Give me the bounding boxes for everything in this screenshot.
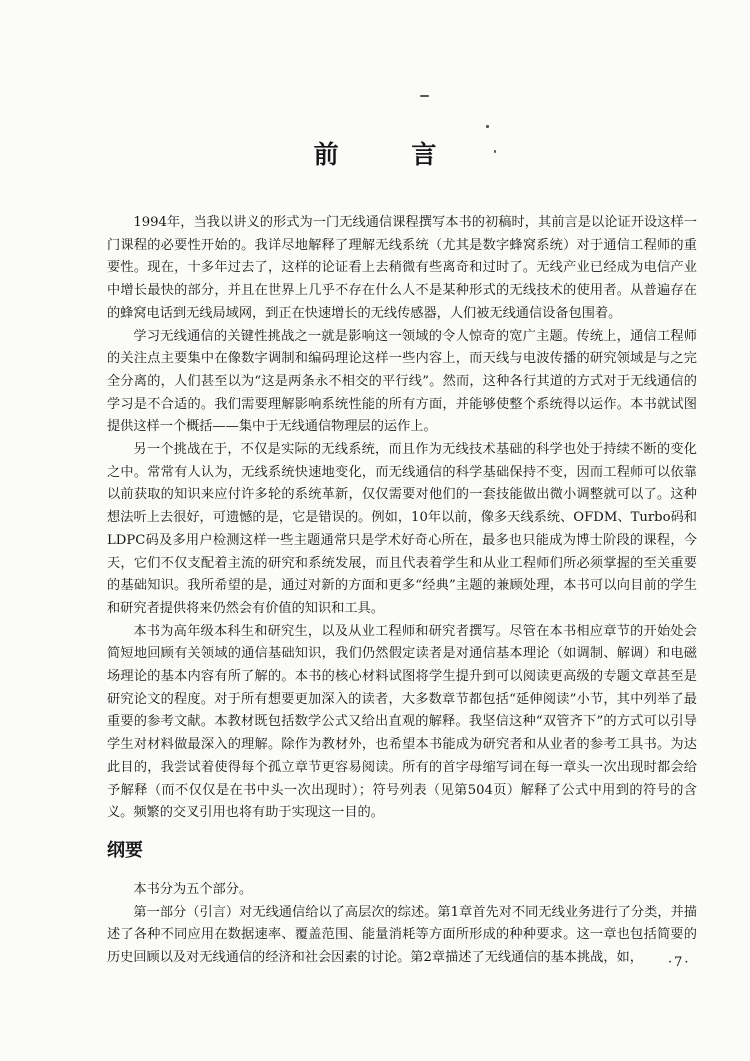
page-title: 前 言: [313, 140, 469, 169]
paragraph: 本书分为五个部分。: [133, 881, 253, 897]
paragraph: 第一部分（引言）对无线通信给以了高层次的综述。第1章首先对不同无线业务进行了分类，并描述了各种不同应用在数据速率、覆盖范围、能量消耗等方面所形成的种种要求。这一章也包括简要的历史回顾以及对无线通信的经济和社会因素的讨论。第2章描述了无线通信的基本挑战，如，: [107, 904, 697, 966]
paragraph: 1994年，当我以讲义的形式为一门无线通信课程撰写本书的初稿时，其前言是以论证开设这样一门课程的必要性开始的。我详尽地解释了理解无线系统（尤其是数字蜂窝系统）对于通信工程师的重要性。现在，十多年过去了，这样的论证看上去稍微有些离奇和过时了。无线产业已经成为电信产业中增长最快的部分，并且在世界上几乎不存在什么人不是某种形式的无线技术的使用者。从普遍存在的蜂窝电话到无线局域网，到正在快速增长的无线传感器，人们被无线通信设备包围着。: [107, 215, 697, 321]
paragraph: 本书为高年级本科生和研究生，以及从业工程师和研究者撰写。尽管在本书相应章节的开始处会简短地回顾有关领域的通信基础知识，我们仍然假定读者是对通信基本理论（如调制、解调）和电磁场理论的基本内容有所了解的。本书的核心材料试图将学生提升到可以阅读更高级的专题文章甚至是研究论文的程度。对于所有想要更加深入的读者，大多数章节都包括“延伸阅读”小节，其中列举了最重要的参考文献。本教材既包括数学公式又给出直观的解释。我坚信这种“双管齐下”的方式可以引导学生对材料做最深入的理解。除作为教材外，也希望本书能成为研究者和从业者的参考工具书。为达此目的，我尝试着使得每个孤立章节更容易阅读。所有的首字母缩写词在每一章头一次出现时都会给予解释（而不仅仅是在书中头一次出现时）；符号列表（见第504页）解释了公式中用到的符号的含义。频繁的交叉引用也将有助于实现这一目的。: [107, 623, 697, 821]
page-number: ·7·: [668, 955, 691, 970]
paragraph: 另一个挑战在于，不仅是实际的无线系统，而且作为无线技术基础的科学也处于持续不断的变化之中。常常有人认为，无线系统快速地变化，而无线通信的科学基础保持不变，因而工程师可以依靠以前获取的知识来应付许多轮的系统革新，仅仅需要对他们的一套技能做出微小调整就可以了。这种想法听上去很好，可遗憾的是，它是错误的。例如，10年以前，像多天线系统、OFDM、Turbo码和LDPC码及多用户检测这样一些主题通常只是学术好奇心所在，最多也只能成为博士阶段的课程，今天，它们不仅支配着主流的研究和系统发展，而且代表着学生和从业工程师们所必须掌握的至关重要的基础知识。我所希望的是，通过对新的方面和更多“经典”主题的兼顾处理，本书可以向目前的学生和研究者提供将来仍然会有价值的知识和工具。: [107, 442, 697, 616]
main-text: [107, 212, 697, 970]
scan-speck: [420, 95, 429, 97]
section-heading: 纲要: [107, 839, 143, 861]
paragraph: 学习无线通信的关键性挑战之一就是影响这一领域的令人惊奇的宽广主题。传统上，通信工程师的关注点主要集中在像数字调制和编码理论这样一些内容上，而天线与电波传播的研究领域是与之完全分离的，人们甚至以为“这是两条永不相交的平行线”。然而，这种各行其道的方式对于无线通信的学习是不合适的。我们需要理解影响系统性能的所有方面，并能够使整个系统得以运作。本书就试图提供这样一个概括——集中于无线通信物理层的运作上。: [107, 328, 697, 435]
scan-speck: [486, 125, 489, 128]
